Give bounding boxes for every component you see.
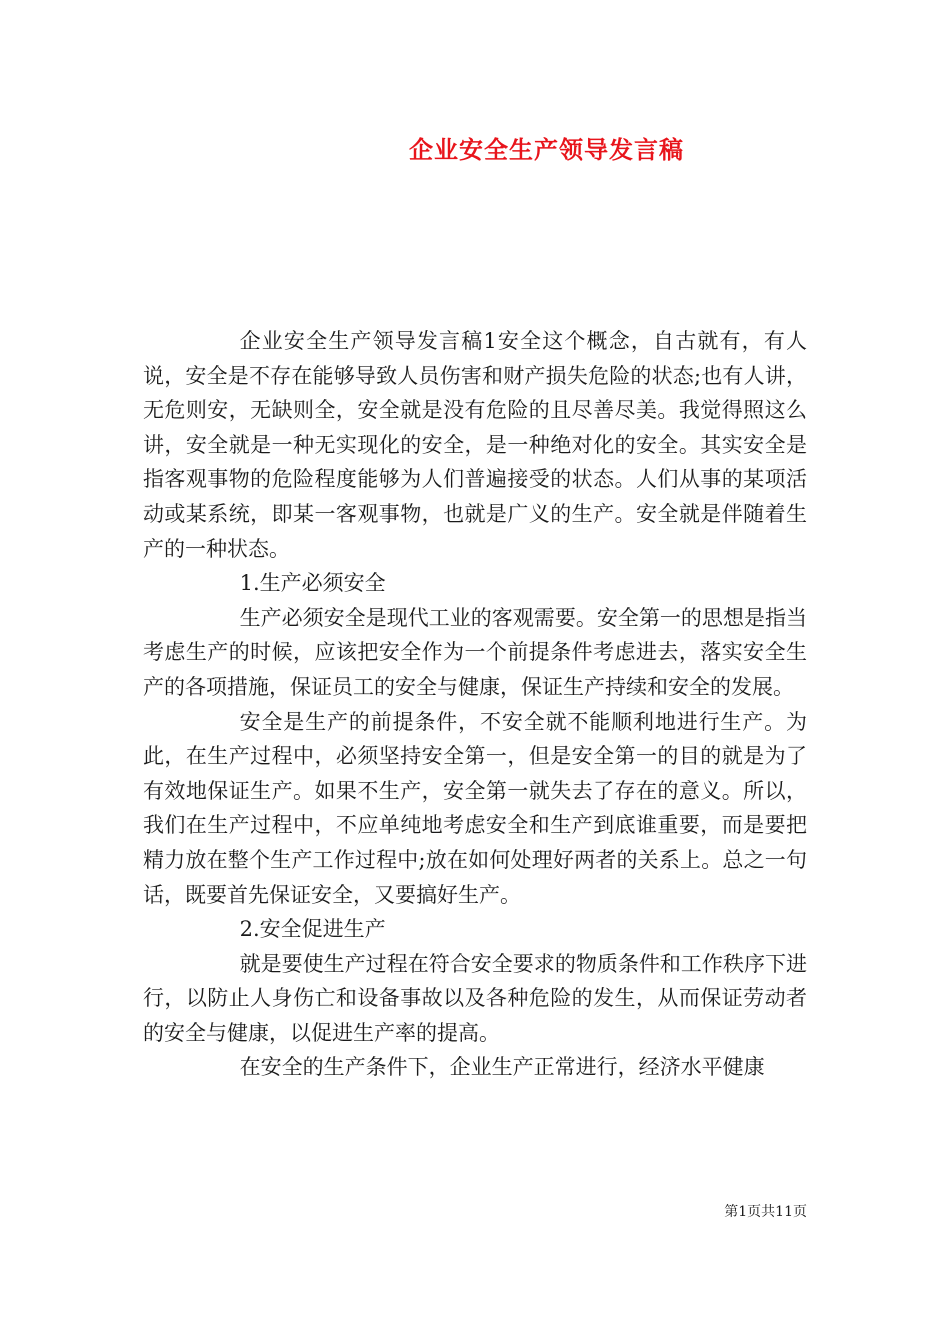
paragraph-section2-b: 在安全的生产条件下，企业生产正常进行，经济水平健康 xyxy=(239,1055,765,1080)
paragraph-section1-b: 安全是生产的前提条件，不安全就不能顺利地进行生产。为此，在生产过程中，必须坚持安全第一，但是安全第一的目的就是为了有效地保证生产。如果不生产，安全第一就失去了存在的意义。所以，我们在生产过程中，不应单纯地考虑安全和生产到底谁重要，而是要把精力放在整个生产工作过程中;放在如何处理好两者的关系上。总之一句话，既要首先保证安全，又要搞好生产。 xyxy=(143,709,807,907)
paragraph-section2-a: 就是要使生产过程在符合安全要求的物质条件和工作秩序下进行，以防止人身伤亡和设备事故以及各种危险的发生，从而保证劳动者的安全与健康，以促进生产率的提高。 xyxy=(143,951,807,1045)
section-heading-2: 2.安全促进生产 xyxy=(239,917,386,942)
document-body xyxy=(143,324,807,1085)
paragraph-intro: 企业安全生产领导发言稿1安全这个概念，自古就有，有人说，安全是不存在能够导致人员伤害和财产损失危险的状态;也有人讲，无危则安，无缺则全，安全就是没有危险的且尽善尽美。我觉得照这么讲，安全就是一种无实现化的安全，是一种绝对化的安全。其实安全是指客观事物的危险程度能够为人们普遍接受的状态。人们从事的某项活动或某系统，即某一客观事物，也就是广义的生产。安全就是伴随着生产的一种状态。 xyxy=(143,329,807,561)
paragraph-section1-a: 生产必须安全是现代工业的客观需要。安全第一的思想是指当考虑生产的时候，应该把安全作为一个前提条件考虑进去，落实安全生产的各项措施，保证员工的安全与健康，保证生产持续和安全的发展。 xyxy=(143,605,807,699)
document-title: 企业安全生产领导发言稿 xyxy=(409,135,684,164)
page-number: 第1页共11页 xyxy=(724,1204,807,1220)
section-heading-1: 1.生产必须安全 xyxy=(239,571,386,596)
